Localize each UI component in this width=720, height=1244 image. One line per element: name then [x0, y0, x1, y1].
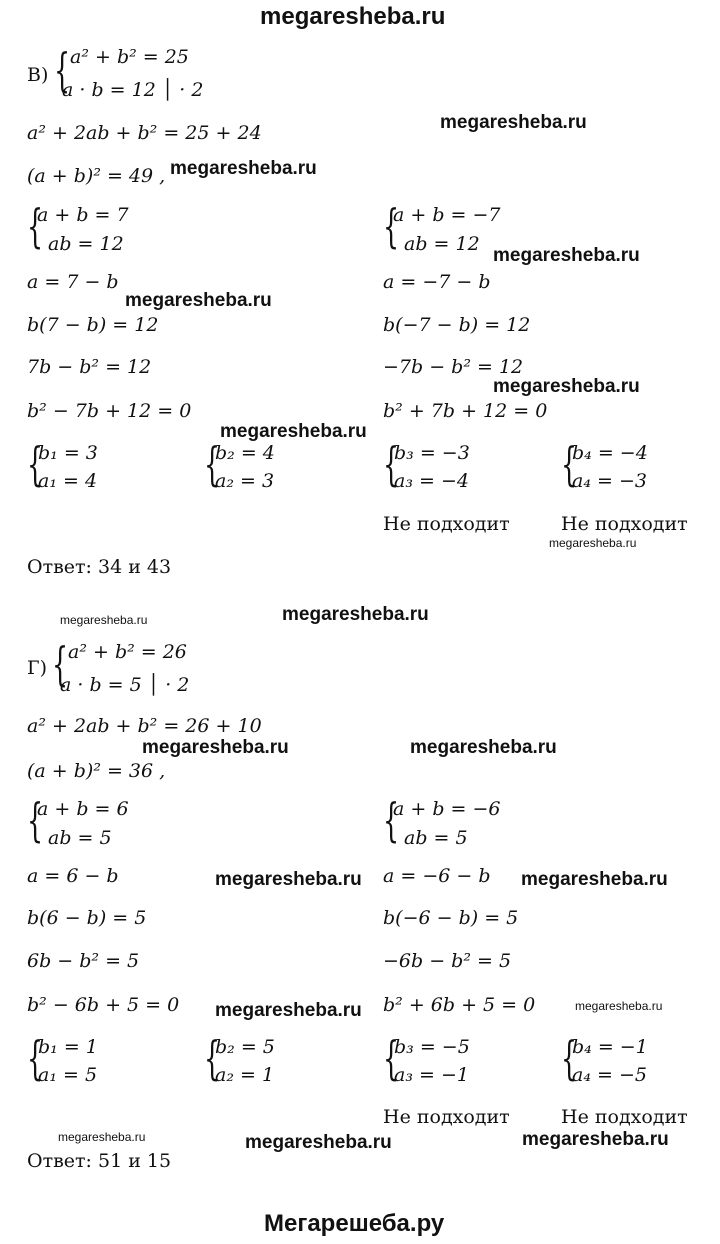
part-g-left-step1: a = 6 − b [27, 865, 119, 887]
watermark: megaresheba.ru [440, 112, 587, 133]
part-v-right-step2: b(−7 − b) = 12 [383, 314, 531, 336]
part-g-label: Г) [27, 657, 47, 679]
watermark: megaresheba.ru [215, 1000, 362, 1021]
part-g-system-eq2: a · b = 5 │ · 2 [60, 674, 190, 696]
watermark: megaresheba.ru [493, 245, 640, 266]
part-g-root2-b: b₂ = 5 [215, 1036, 275, 1058]
watermark: megaresheba.ru [410, 737, 557, 758]
part-v-right-eq1: a + b = −7 [393, 204, 501, 226]
part-v-root3-a: a₃ = −4 [394, 470, 469, 492]
part-g-root2-brace: { [204, 1031, 221, 1085]
watermark: megaresheba.ru [549, 536, 637, 550]
watermark: megaresheba.ru [215, 869, 362, 890]
part-v-left-step3: 7b − b² = 12 [27, 356, 152, 378]
part-v-system-brace: { [54, 43, 71, 97]
part-g-left-brace: { [27, 793, 44, 847]
part-g-step-expanded: a² + 2ab + b² = 26 + 10 [27, 715, 262, 737]
part-g-right-step3: −6b − b² = 5 [383, 950, 512, 972]
part-v-answer: Ответ: 34 и 43 [27, 556, 172, 578]
part-v-left-step2: b(7 − b) = 12 [27, 314, 159, 336]
watermark: megaresheba.ru [521, 869, 668, 890]
part-g-left-eq2: ab = 5 [48, 827, 112, 849]
part-v-root1-a: a₁ = 4 [38, 470, 98, 492]
watermark: megaresheba.ru [493, 376, 640, 397]
part-g-right-step4: b² + 6b + 5 = 0 [383, 994, 536, 1016]
part-v-right-eq2: ab = 12 [404, 233, 480, 255]
part-g-system-brace: { [52, 637, 69, 691]
part-g-root4-brace: { [561, 1031, 578, 1085]
part-g-not-fit-1: Не подходит [383, 1106, 510, 1128]
part-g-root2-a: a₂ = 1 [215, 1064, 275, 1086]
part-g-left-step2: b(6 − b) = 5 [27, 907, 147, 929]
part-v-not-fit-1: Не подходит [383, 513, 510, 535]
part-v-root4-brace: { [561, 437, 578, 491]
part-g-right-step2: b(−6 − b) = 5 [383, 907, 519, 929]
part-g-not-fit-2: Не подходит [561, 1106, 688, 1128]
watermark: megaresheba.ru [245, 1132, 392, 1153]
part-v-right-step1: a = −7 − b [383, 271, 491, 293]
part-v-step-expanded: a² + 2ab + b² = 25 + 24 [27, 122, 262, 144]
watermark: megaresheba.ru [575, 999, 663, 1013]
part-g-root3-brace: { [383, 1031, 400, 1085]
part-v-root1-brace: { [27, 437, 44, 491]
part-g-left-eq1: a + b = 6 [37, 798, 129, 820]
part-v-step-square: (a + b)² = 49 , [27, 165, 166, 187]
part-v-left-step4: b² − 7b + 12 = 0 [27, 400, 192, 422]
part-g-root1-brace: { [27, 1031, 44, 1085]
part-v-root2-brace: { [204, 437, 221, 491]
header-watermark: megaresheba.ru [260, 3, 446, 30]
part-v-root3-b: b₃ = −3 [394, 442, 470, 464]
watermark: megaresheba.ru [522, 1129, 669, 1150]
part-g-root4-b: b₄ = −1 [572, 1036, 648, 1058]
part-v-root3-brace: { [383, 437, 400, 491]
part-g-right-step1: a = −6 − b [383, 865, 491, 887]
footer-watermark: Мегарешеба.ру [264, 1210, 445, 1237]
part-g-right-eq1: a + b = −6 [393, 798, 501, 820]
part-v-root2-b: b₂ = 4 [215, 442, 275, 464]
watermark: megaresheba.ru [142, 737, 289, 758]
part-g-root1-b: b₁ = 1 [38, 1036, 98, 1058]
part-v-root4-b: b₄ = −4 [572, 442, 648, 464]
watermark: megaresheba.ru [58, 1130, 146, 1144]
part-v-left-brace: { [27, 199, 44, 253]
part-g-system-eq1: a² + b² = 26 [68, 641, 187, 663]
part-v-left-step1: a = 7 − b [27, 271, 119, 293]
part-g-right-brace: { [383, 793, 400, 847]
part-v-right-brace: { [383, 199, 400, 253]
part-g-root1-a: a₁ = 5 [38, 1064, 98, 1086]
part-g-left-step3: 6b − b² = 5 [27, 950, 140, 972]
part-v-left-eq1: a + b = 7 [37, 204, 129, 226]
watermark: megaresheba.ru [282, 604, 429, 625]
watermark: megaresheba.ru [60, 613, 148, 627]
part-v-right-step4: b² + 7b + 12 = 0 [383, 400, 548, 422]
part-v-root4-a: a₄ = −3 [572, 470, 647, 492]
part-v-left-eq2: ab = 12 [48, 233, 124, 255]
part-v-system-eq1: a² + b² = 25 [70, 46, 189, 68]
part-v-system-eq2: a · b = 12 │ · 2 [62, 79, 204, 101]
part-g-right-eq2: ab = 5 [404, 827, 468, 849]
part-g-root4-a: a₄ = −5 [572, 1064, 647, 1086]
part-g-step-square: (a + b)² = 36 , [27, 760, 166, 782]
part-v-root1-b: b₁ = 3 [38, 442, 98, 464]
part-v-right-step3: −7b − b² = 12 [383, 356, 524, 378]
part-g-left-step4: b² − 6b + 5 = 0 [27, 994, 180, 1016]
watermark: megaresheba.ru [125, 290, 272, 311]
part-v-label: В) [27, 64, 49, 86]
watermark: megaresheba.ru [170, 158, 317, 179]
part-v-not-fit-2: Не подходит [561, 513, 688, 535]
watermark: megaresheba.ru [220, 421, 367, 442]
part-g-root3-b: b₃ = −5 [394, 1036, 470, 1058]
part-g-root3-a: a₃ = −1 [394, 1064, 469, 1086]
part-v-root2-a: a₂ = 3 [215, 470, 275, 492]
part-g-answer: Ответ: 51 и 15 [27, 1150, 172, 1172]
